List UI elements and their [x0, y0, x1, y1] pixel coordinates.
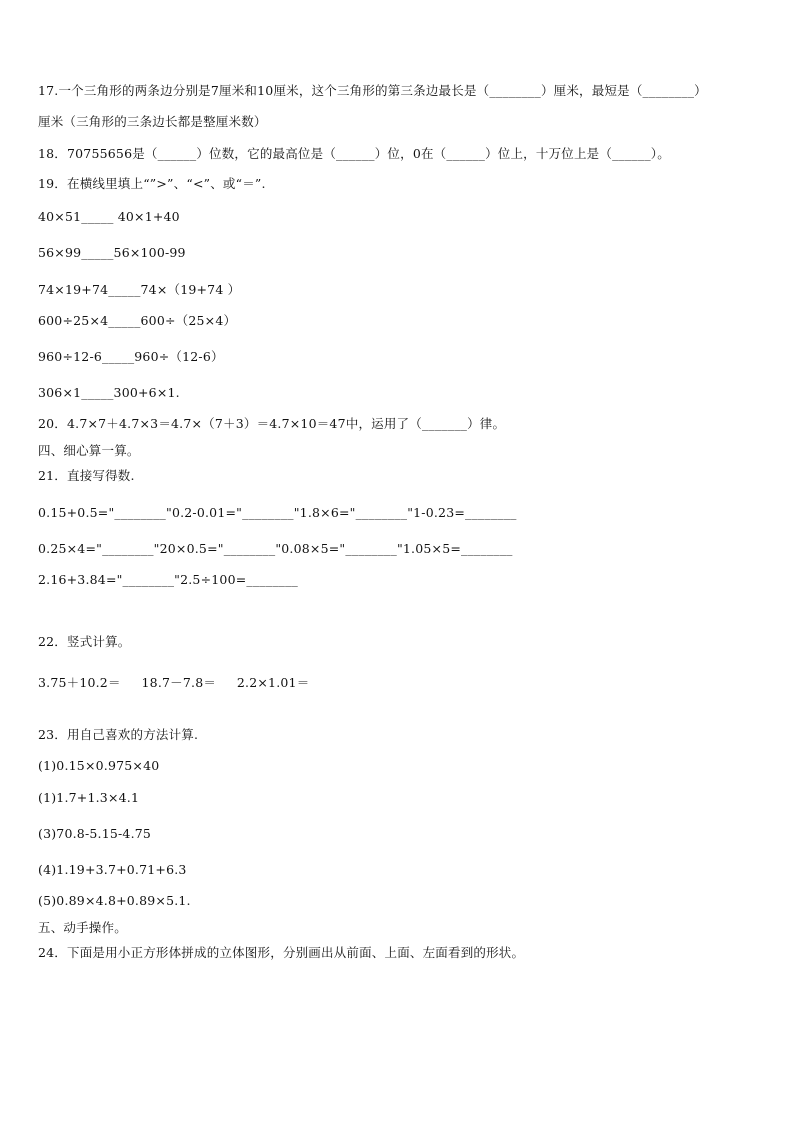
question-23-item-4: (4)1.19+3.7+0.71+6.3	[38, 862, 187, 877]
question-21-row-3: 2.16+3.84="________"2.5÷100=________	[38, 572, 298, 587]
question-19-item-3: 74×19+74_____74×（19+74 ）	[38, 282, 241, 297]
section-5-heading: 五、动手操作。	[38, 920, 127, 935]
question-18: 18．70755656是（______）位数，它的最高位是（______）位，0在（______）位上，十万位上是（______）。	[38, 146, 670, 161]
question-23-item-2: (1)1.7+1.3×4.1	[38, 790, 140, 805]
question-19-item-5: 960÷12-6_____960÷（12-6）	[38, 349, 224, 364]
question-17-line-1: 17.一个三角形的两条边分别是7厘米和10厘米，这个三角形的第三条边最长是（________）厘米，最短是（________）	[38, 83, 707, 98]
question-21-row-1: 0.15+0.5="________"0.2-0.01="________"1.8×6="________"1-0.23=________	[38, 505, 517, 520]
question-23-item-5: (5)0.89×4.8+0.89×5.1.	[38, 893, 191, 908]
question-23-title: 23．用自己喜欢的方法计算.	[38, 727, 199, 742]
question-21-row-2: 0.25×4="________"20×0.5="________"0.08×5="________"1.05×5=________	[38, 541, 513, 556]
question-21-title: 21．直接写得数.	[38, 468, 135, 483]
question-22-title: 22．竖式计算。	[38, 634, 131, 649]
question-19-item-1: 40×51_____ 40×1+40	[38, 209, 180, 224]
question-22-items: 3.75＋10.2＝ 18.7－7.8＝ 2.2×1.01＝	[38, 675, 310, 690]
question-20: 20．4.7×7＋4.7×3＝4.7×（7＋3）＝4.7×10＝47中，运用了（_______）律。	[38, 416, 506, 431]
question-19-title: 19．在横线里填上“”>”、“<”、或“＝”.	[38, 176, 266, 191]
question-23-item-1: (1)0.15×0.975×40	[38, 758, 160, 773]
question-19-item-6: 306×1_____300+6×1.	[38, 385, 180, 400]
question-19-item-2: 56×99_____56×100-99	[38, 245, 186, 260]
question-17-line-2: 厘米（三角形的三条边长都是整厘米数）	[38, 114, 267, 129]
question-24: 24．下面是用小正方形体拼成的立体图形，分别画出从前面、上面、左面看到的形状。	[38, 945, 525, 960]
question-23-item-3: (3)70.8-5.15-4.75	[38, 826, 152, 841]
section-4-heading: 四、细心算一算。	[38, 443, 140, 458]
question-19-item-4: 600÷25×4_____600÷（25×4）	[38, 313, 237, 328]
